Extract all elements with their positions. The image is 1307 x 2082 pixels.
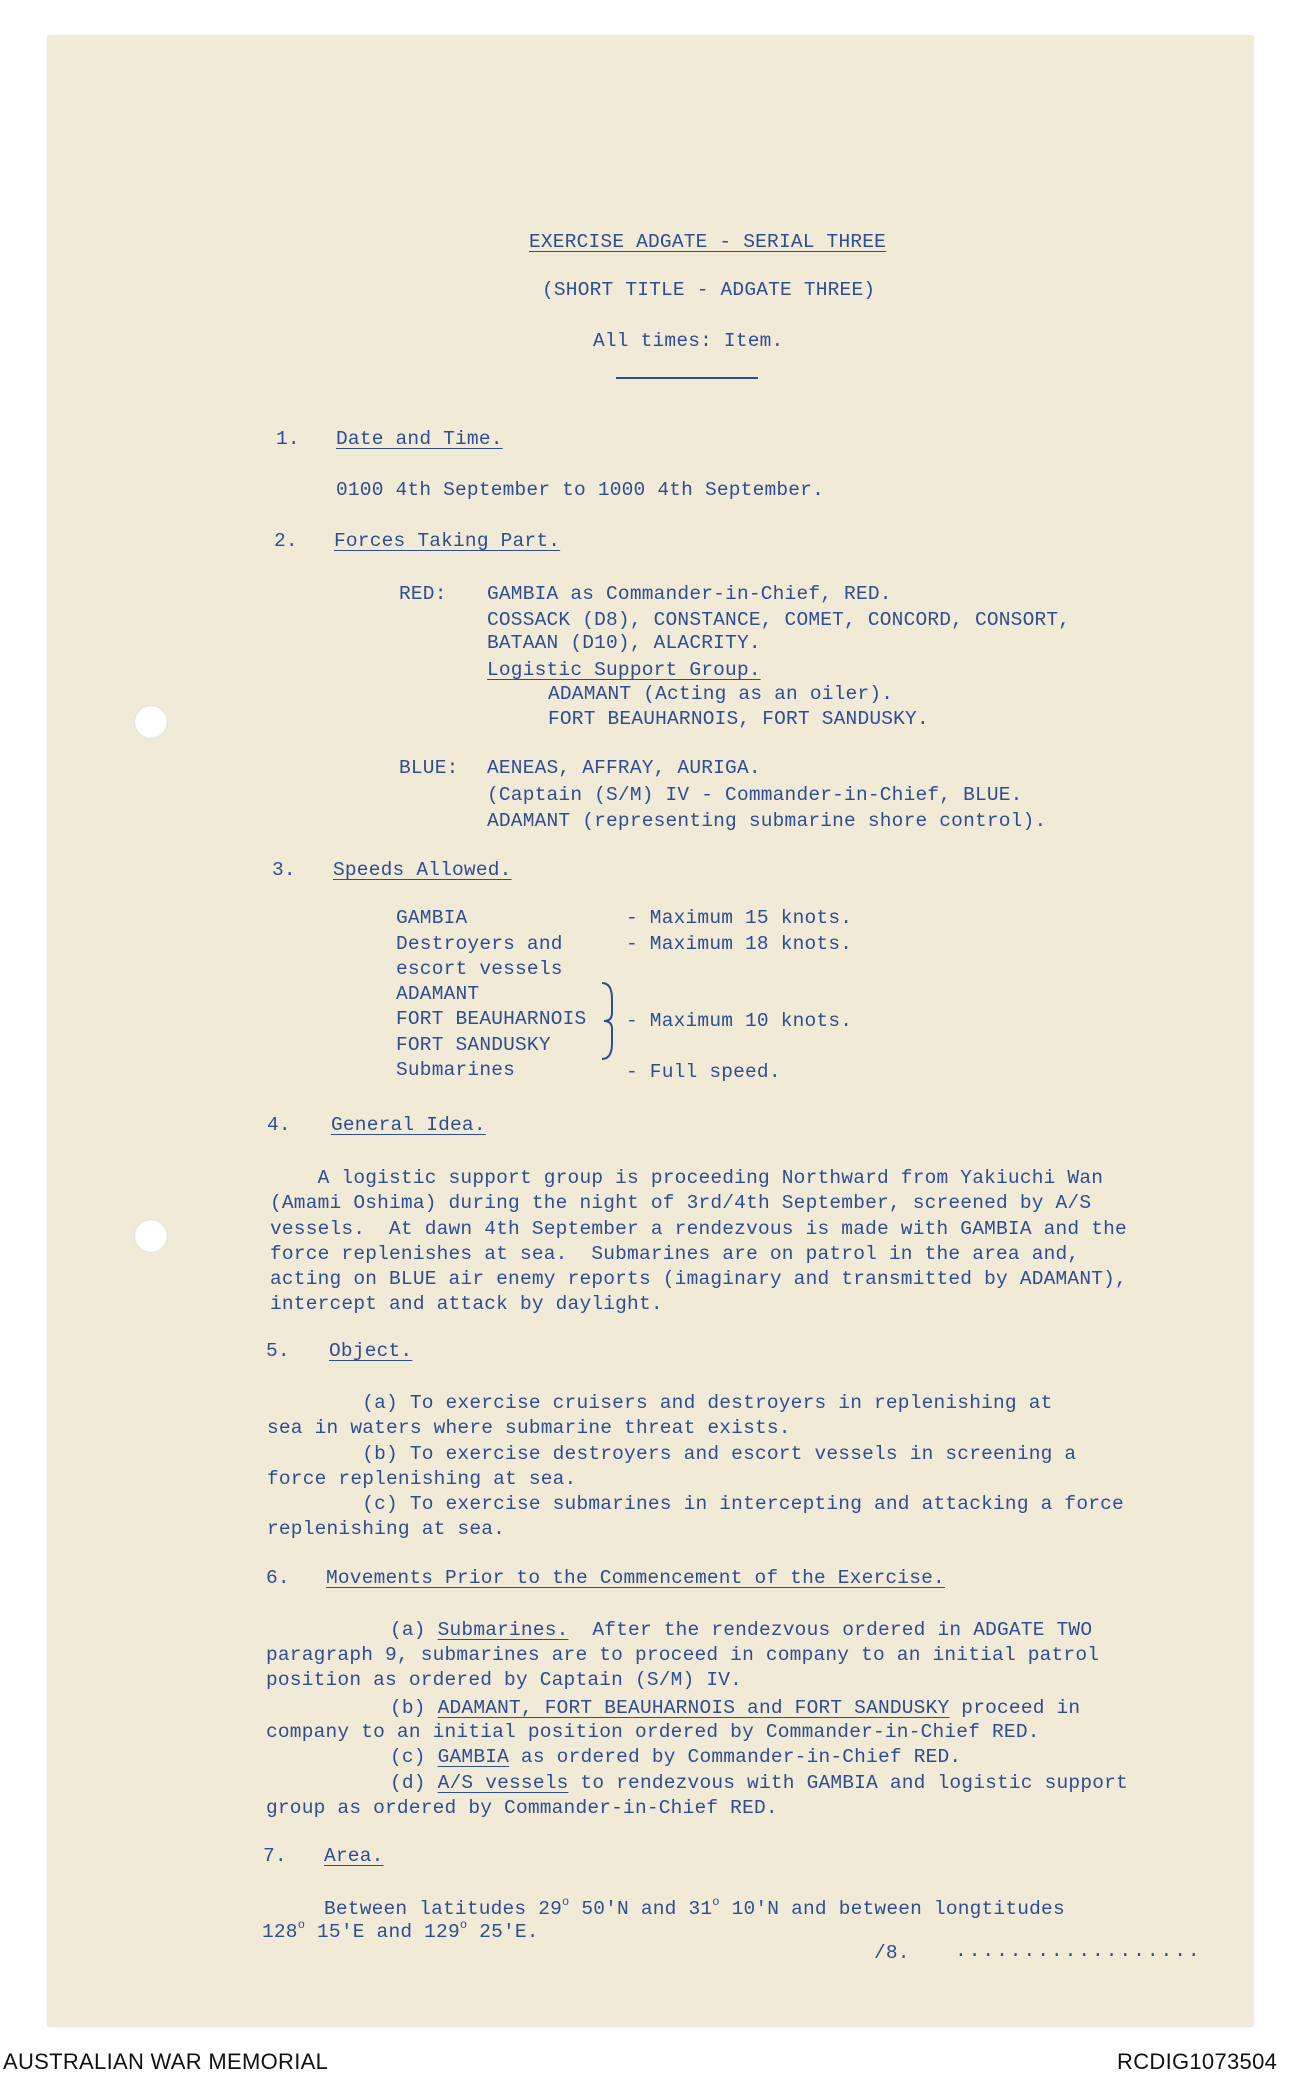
blue-line: (Captain (S/M) IV - Commander-in-Chief, BLUE. xyxy=(487,784,1023,806)
continuation-dots: .................. xyxy=(955,1940,1202,1962)
punch-hole xyxy=(134,1219,168,1253)
section-3-number: 3. xyxy=(272,859,296,881)
paragraph-line: (c) To exercise submarines in intercepting and attacking a force xyxy=(267,1493,1124,1515)
section-1-body: 0100 4th September to 1000 4th September. xyxy=(336,479,824,501)
page-continuation: /8. xyxy=(874,1942,910,1964)
red-line: FORT BEAUHARNOIS, FORT SANDUSKY. xyxy=(548,708,929,730)
section-6-heading: Movements Prior to the Commencement of the Exercise. xyxy=(326,1567,945,1589)
speed-ship: ADAMANT xyxy=(396,983,480,1005)
paragraph-line: (a) Submarines. After the rendezvous ordered in ADGATE TWO xyxy=(390,1619,1093,1641)
paragraph-line: intercept and attack by daylight. xyxy=(270,1293,663,1315)
title-rule xyxy=(616,377,758,379)
paragraph-line: (c) GAMBIA as ordered by Commander-in-Chief RED. xyxy=(390,1746,962,1768)
speed-value: - Maximum 15 knots. xyxy=(626,907,853,929)
paragraph-line: company to an initial position ordered by Commander-in-Chief RED. xyxy=(266,1721,1040,1743)
paragraph-line: acting on BLUE air enemy reports (imaginary and transmitted by ADAMANT), xyxy=(270,1268,1127,1290)
section-5-number: 5. xyxy=(266,1340,290,1362)
grouping-brace xyxy=(600,981,616,1061)
speed-ship: FORT BEAUHARNOIS xyxy=(396,1008,587,1030)
short-title: (SHORT TITLE - ADGATE THREE) xyxy=(542,279,876,301)
times-note: All times: Item. xyxy=(593,330,784,352)
section-7-heading: Area. xyxy=(324,1845,384,1867)
section-7-number: 7. xyxy=(263,1845,287,1867)
punch-hole xyxy=(134,705,168,739)
footer-credit: AUSTRALIAN WAR MEMORIAL xyxy=(3,2049,329,2074)
section-1-heading: Date and Time. xyxy=(336,428,503,450)
speed-value: - Maximum 18 knots. xyxy=(626,933,853,955)
section-5-heading: Object. xyxy=(329,1340,413,1362)
paragraph-line: (b) ADAMANT, FORT BEAUHARNOIS and FORT SANDUSKY proceed in xyxy=(390,1697,1081,1719)
speed-ship: escort vessels xyxy=(396,958,563,980)
logistic-support-heading: Logistic Support Group. xyxy=(487,659,761,681)
paragraph-line: force replenishes at sea. Submarines are on patrol in the area and, xyxy=(270,1243,1080,1265)
speed-ship: Submarines xyxy=(396,1059,516,1081)
red-line: ADAMANT (Acting as an oiler). xyxy=(548,683,894,705)
red-label: RED: xyxy=(399,583,447,605)
speed-value: - Full speed. xyxy=(626,1061,781,1083)
red-line: BATAAN (D10), ALACRITY. xyxy=(487,632,761,654)
paragraph-line: paragraph 9, submarines are to proceed in company to an initial patrol xyxy=(266,1644,1100,1666)
paragraph-line: position as ordered by Captain (S/M) IV. xyxy=(266,1669,743,1691)
section-4-number: 4. xyxy=(267,1114,291,1136)
section-2-heading: Forces Taking Part. xyxy=(334,530,561,552)
speed-ship: Destroyers and xyxy=(396,933,563,955)
paragraph-line: replenishing at sea. xyxy=(267,1518,506,1540)
paragraph-line: sea in waters where submarine threat exists. xyxy=(267,1417,791,1439)
paragraph-line: vessels. At dawn 4th September a rendezvous is made with GAMBIA and the xyxy=(270,1218,1127,1240)
red-line: GAMBIA as Commander-in-Chief, RED. xyxy=(487,583,892,605)
speed-value: - Maximum 10 knots. xyxy=(626,1010,853,1032)
paragraph-line: A logistic support group is proceeding Northward from Yakiuchi Wan xyxy=(270,1167,1104,1189)
paragraph-line: group as ordered by Commander-in-Chief RED. xyxy=(266,1797,778,1819)
paragraph-line: 128$^o$ 15'E and 129$^o$ 25'E. xyxy=(262,1918,539,1943)
section-1-number: 1. xyxy=(276,428,300,450)
paragraph-line: force replenishing at sea. xyxy=(267,1468,577,1490)
section-2-number: 2. xyxy=(274,530,298,552)
blue-line: ADAMANT (representing submarine shore control). xyxy=(487,810,1047,832)
paragraph-line: (Amami Oshima) during the night of 3rd/4th September, screened by A/S xyxy=(270,1192,1092,1214)
section-6-number: 6. xyxy=(266,1567,290,1589)
section-4-heading: General Idea. xyxy=(331,1114,486,1136)
paragraph-line: (b) To exercise destroyers and escort vessels in screening a xyxy=(267,1443,1077,1465)
speed-ship: GAMBIA xyxy=(396,907,468,929)
blue-label: BLUE: xyxy=(399,757,459,779)
speed-ship: FORT SANDUSKY xyxy=(396,1034,551,1056)
blue-line: AENEAS, AFFRAY, AURIGA. xyxy=(487,757,761,779)
paragraph-line: Between latitudes 29$^o$ 50'N and 31$^o$ 10'N and between longtitudes xyxy=(324,1895,1065,1920)
paragraph-line: (a) To exercise cruisers and destroyers in replenishing at xyxy=(267,1392,1053,1414)
footer-record-id: RCDIG1073504 xyxy=(1117,2049,1278,2074)
red-line: COSSACK (D8), CONSTANCE, COMET, CONCORD, CONSORT, xyxy=(487,609,1071,631)
paragraph-line: (d) A/S vessels to rendezvous with GAMBIA and logistic support xyxy=(390,1772,1128,1794)
section-3-heading: Speeds Allowed. xyxy=(333,859,512,881)
exercise-title: EXERCISE ADGATE - SERIAL THREE xyxy=(529,231,887,253)
